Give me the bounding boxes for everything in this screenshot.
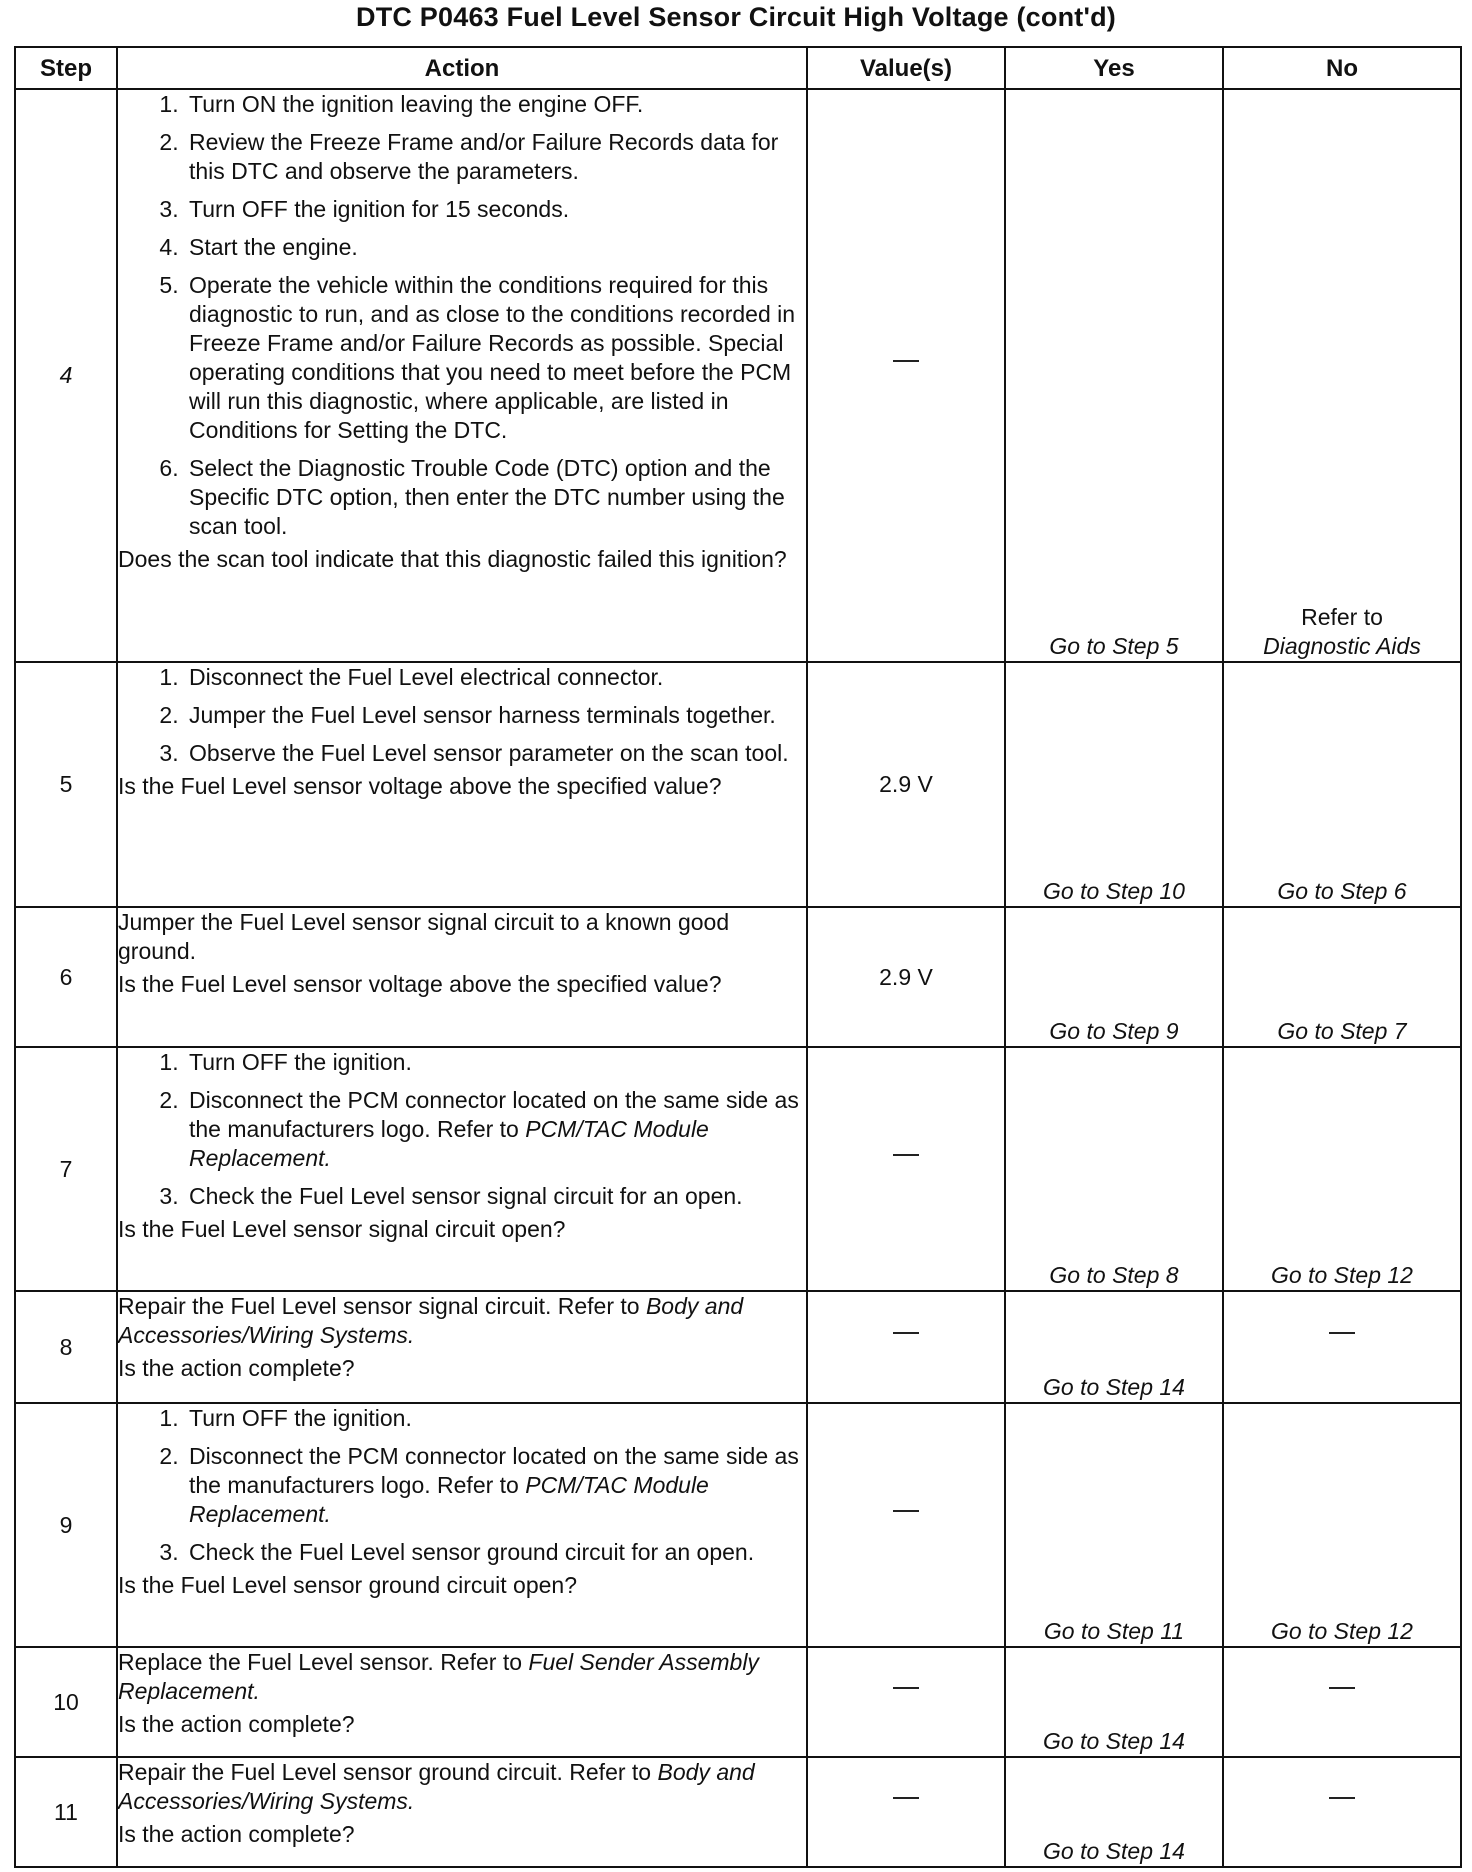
action-question: Does the scan tool indicate that this diagnostic failed this ignition? [118, 546, 787, 572]
action-text-main: Repair the Fuel Level sensor signal circuit. Refer to [118, 1293, 646, 1319]
action-cell [117, 1403, 807, 1647]
list-item [185, 1442, 806, 1529]
action-question: Is the action complete? [118, 1355, 355, 1381]
reference-link: PCM/TAC Module Replacement. [189, 1472, 709, 1527]
table-row [15, 1047, 1461, 1291]
value-dash [893, 1332, 919, 1363]
action-text [118, 1758, 806, 1816]
action-steps [118, 90, 806, 541]
no-cell: Go to Step 7 [1223, 907, 1461, 1047]
action-cell [117, 662, 807, 907]
header-action: Action [117, 47, 807, 89]
value-cell [807, 1047, 1005, 1291]
reference-link: Fuel Sender Assembly Replacement. [118, 1649, 759, 1704]
step-number: 9 [15, 1403, 117, 1647]
list-item: 3. Turn OFF the ignition for 15 seconds. [185, 195, 806, 224]
no-cell: Go to Step 12 [1223, 1403, 1461, 1647]
yes-cell: Go to Step 14 [1005, 1757, 1223, 1867]
value-cell [807, 89, 1005, 662]
no-cell [1223, 89, 1461, 662]
action-cell [117, 1291, 807, 1403]
no-cell: Go to Step 12 [1223, 1047, 1461, 1291]
action-text-main: Replace the Fuel Level sensor. Refer to [118, 1649, 529, 1675]
no-cell [1223, 1291, 1461, 1403]
value-cell: 2.9 V [807, 907, 1005, 1047]
step-number: 8 [15, 1291, 117, 1403]
action-cell [117, 89, 807, 662]
action-steps [118, 663, 806, 768]
list-item: 1. Turn OFF the ignition. [185, 1404, 806, 1433]
table-row [15, 89, 1461, 662]
action-question: Is the Fuel Level sensor signal circuit open? [118, 1216, 566, 1242]
value-dash [893, 1510, 919, 1541]
yes-cell: Go to Step 8 [1005, 1047, 1223, 1291]
page-title: DTC P0463 Fuel Level Sensor Circuit High Voltage (cont'd) [356, 2, 1116, 32]
value-dash [893, 1154, 919, 1185]
action-cell [117, 1757, 807, 1867]
action-cell [117, 1047, 807, 1291]
step-number: 4 [15, 89, 117, 662]
action-question: Is the Fuel Level sensor ground circuit open? [118, 1572, 577, 1598]
value-cell [807, 1647, 1005, 1757]
no-cell: Go to Step 6 [1223, 662, 1461, 907]
no-dash [1329, 1332, 1355, 1363]
value-dash [893, 360, 919, 391]
reference-link: Body and Accessories/Wiring Systems. [118, 1759, 755, 1814]
no-dash [1329, 1687, 1355, 1718]
table-row [15, 1403, 1461, 1647]
list-item-text: Disconnect the PCM connector located on the same side as the manufacturers logo. Refer to [189, 1087, 799, 1142]
header-values: Value(s) [807, 47, 1005, 89]
yes-cell: Go to Step 14 [1005, 1647, 1223, 1757]
list-item: 3. Check the Fuel Level sensor ground circuit for an open. [185, 1538, 806, 1567]
list-item: 3. Check the Fuel Level sensor signal circuit for an open. [185, 1182, 806, 1211]
step-number: 6 [15, 907, 117, 1047]
value-dash [893, 1687, 919, 1718]
value-cell [807, 1291, 1005, 1403]
value-cell: 2.9 V [807, 662, 1005, 907]
list-item: 1. Disconnect the Fuel Level electrical connector. [185, 663, 806, 692]
action-text [118, 1292, 806, 1350]
table-row [15, 907, 1461, 1047]
table-row [15, 1757, 1461, 1867]
table-row [15, 662, 1461, 907]
header-no: No [1223, 47, 1461, 89]
no-dash [1329, 1797, 1355, 1828]
action-steps [118, 1048, 806, 1211]
list-item: 1. Turn OFF the ignition. [185, 1048, 806, 1077]
no-cell [1223, 1757, 1461, 1867]
header-row [15, 47, 1461, 89]
yes-cell: Go to Step 9 [1005, 907, 1223, 1047]
yes-cell: Go to Step 14 [1005, 1291, 1223, 1403]
action-steps [118, 1404, 806, 1567]
list-item: 6. Select the Diagnostic Trouble Code (DTC) option and the Specific DTC option, then enter the DTC number using the scan tool. [185, 454, 806, 541]
action-cell [117, 907, 807, 1047]
step-number: 10 [15, 1647, 117, 1757]
reference-link: PCM/TAC Module Replacement. [189, 1116, 709, 1171]
list-item-text: Disconnect the PCM connector located on the same side as the manufacturers logo. Refer to [189, 1443, 799, 1498]
reference-link: Body and Accessories/Wiring Systems. [118, 1293, 744, 1348]
action-question: Is the Fuel Level sensor voltage above the specified value? [118, 971, 722, 997]
action-cell [117, 1647, 807, 1757]
list-item: 1. Turn ON the ignition leaving the engine OFF. [185, 90, 806, 119]
step-number: 11 [15, 1757, 117, 1867]
yes-cell: Go to Step 11 [1005, 1403, 1223, 1647]
list-item [185, 1086, 806, 1173]
yes-cell: Go to Step 10 [1005, 662, 1223, 907]
action-text: Jumper the Fuel Level sensor signal circuit to a known good ground. [118, 909, 730, 964]
list-item: 3. Observe the Fuel Level sensor parameter on the scan tool. [185, 739, 806, 768]
table-row [15, 1647, 1461, 1757]
list-item: 4. Start the engine. [185, 233, 806, 262]
value-dash [893, 1797, 919, 1828]
action-question: Is the action complete? [118, 1711, 355, 1737]
action-text [118, 1648, 806, 1706]
list-item: 5. Operate the vehicle within the conditions required for this diagnostic to run, and as close to the conditions recorded in Freeze Frame and/or Failure Records as possible. Special operating conditions that you need to meet before the PCM will run this diagnostic, where applicable, are listed in Conditions for Setting the DTC. [185, 271, 806, 445]
step-number: 5 [15, 662, 117, 907]
no-cell [1223, 1647, 1461, 1757]
action-question: Is the action complete? [118, 1821, 355, 1847]
header-step: Step [15, 47, 117, 89]
header-yes: Yes [1005, 47, 1223, 89]
list-item: 2. Jumper the Fuel Level sensor harness terminals together. [185, 701, 806, 730]
yes-cell: Go to Step 5 [1005, 89, 1223, 662]
value-cell [807, 1757, 1005, 1867]
no-line-2: Diagnostic Aids [1263, 633, 1421, 659]
list-item: 2. Review the Freeze Frame and/or Failure Records data for this DTC and observe the parameters. [185, 128, 806, 186]
action-question: Is the Fuel Level sensor voltage above the specified value? [118, 773, 722, 799]
value-cell [807, 1403, 1005, 1647]
step-number: 7 [15, 1047, 117, 1291]
no-line-1: Refer to [1301, 604, 1383, 630]
table-row [15, 1291, 1461, 1403]
action-text-main: Repair the Fuel Level sensor ground circuit. Refer to [118, 1759, 658, 1785]
diagnostic-table [14, 46, 1462, 1868]
